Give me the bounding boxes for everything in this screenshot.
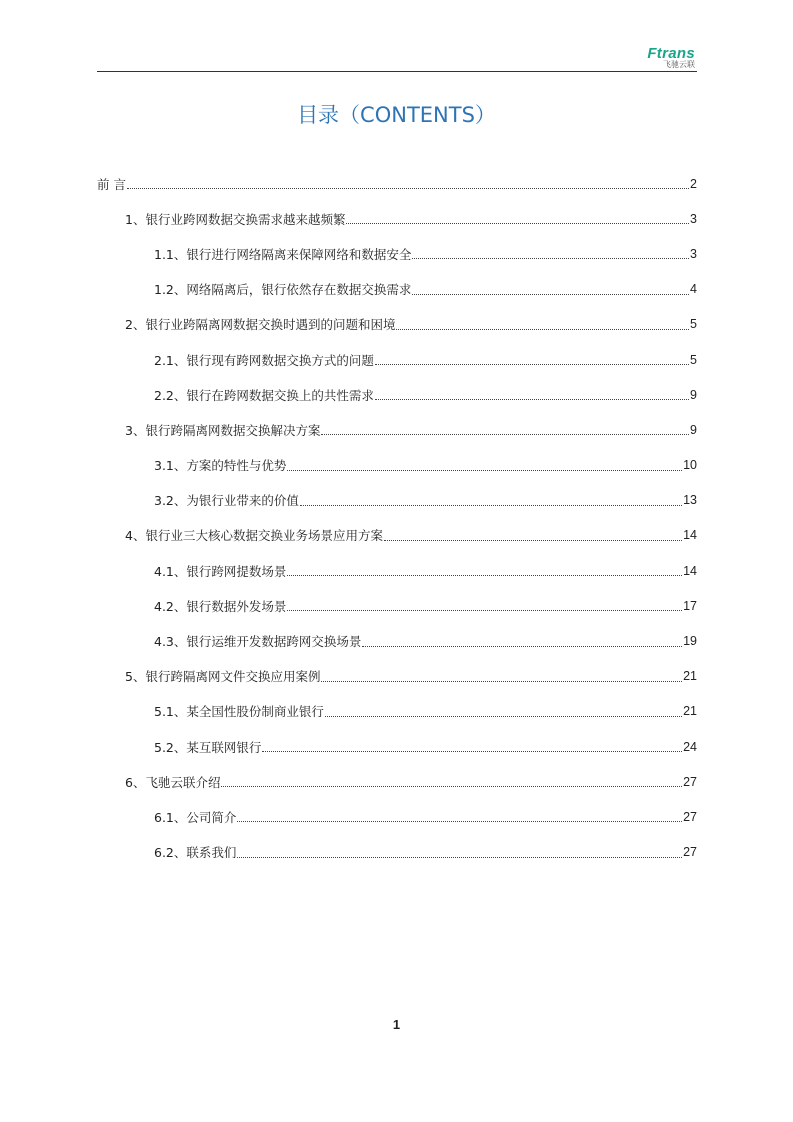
toc-entry-label: 6、飞驰云联介绍 — [125, 774, 221, 790]
toc-entry[interactable] — [97, 764, 697, 799]
table-of-contents — [97, 166, 697, 870]
toc-entry[interactable] — [97, 694, 697, 729]
toc-entry[interactable] — [97, 835, 697, 870]
toc-entry-label: 4、银行业三大核心数据交换业务场景应用方案 — [125, 528, 383, 544]
toc-entry[interactable] — [97, 166, 697, 201]
toc-entry-page: 17 — [683, 598, 697, 613]
toc-entry-label: 1、银行业跨网数据交换需求越来越频繁 — [125, 211, 346, 227]
toc-entry-page: 21 — [683, 669, 697, 684]
toc-entry-page: 27 — [683, 774, 697, 789]
toc-entry[interactable] — [97, 623, 697, 658]
toc-dot-leader — [237, 857, 682, 858]
page-title: 目录（CONTENTS） — [297, 103, 496, 127]
toc-entry[interactable] — [97, 588, 697, 623]
toc-entry-label: 4.1、银行跨网提数场景 — [154, 563, 287, 579]
toc-entry-page: 14 — [683, 528, 697, 543]
toc-entry[interactable] — [97, 201, 697, 236]
toc-entry-page: 4 — [690, 282, 697, 297]
toc-entry-page: 19 — [683, 634, 697, 649]
toc-dot-leader — [384, 540, 682, 541]
page-number: 1 — [392, 1017, 401, 1032]
ftrans-logo — [647, 46, 695, 69]
toc-entry-page: 21 — [683, 704, 697, 719]
toc-entry-label: 2、银行业跨隔离网数据交换时遇到的问题和困境 — [125, 317, 396, 333]
toc-entry-page: 13 — [683, 493, 697, 508]
toc-entry-label: 5.2、某互联网银行 — [154, 739, 262, 755]
toc-dot-leader — [375, 364, 689, 365]
toc-entry[interactable] — [97, 412, 697, 447]
toc-entry-label: 1.1、银行进行网络隔离来保障网络和数据安全 — [154, 246, 412, 262]
toc-entry[interactable] — [97, 659, 697, 694]
toc-entry-page: 24 — [683, 739, 697, 754]
toc-entry[interactable] — [97, 307, 697, 342]
toc-dot-leader — [287, 610, 682, 611]
toc-dot-leader — [287, 575, 682, 576]
toc-dot-leader — [321, 434, 689, 435]
toc-entry-label: 5.1、某全国性股份制商业银行 — [154, 704, 324, 720]
toc-entry-label: 4.2、银行数据外发场景 — [154, 598, 287, 614]
toc-dot-leader — [127, 188, 689, 189]
toc-dot-leader — [287, 470, 682, 471]
toc-entry[interactable] — [97, 377, 697, 412]
page-header — [97, 40, 697, 72]
toc-entry[interactable] — [97, 448, 697, 483]
toc-entry[interactable] — [97, 483, 697, 518]
toc-entry-page: 2 — [690, 176, 697, 191]
toc-entry-label: 6.1、公司简介 — [154, 809, 237, 825]
toc-entry-label: 6.2、联系我们 — [154, 845, 237, 861]
toc-dot-leader — [412, 294, 689, 295]
toc-entry-label: 3.2、为银行业带来的价值 — [154, 493, 299, 509]
toc-dot-leader — [221, 786, 682, 787]
toc-entry-label: 4.3、银行运维开发数据跨网交换场景 — [154, 634, 362, 650]
toc-entry-page: 10 — [683, 458, 697, 473]
toc-entry-label: 5、银行跨隔离网文件交换应用案例 — [125, 669, 321, 685]
toc-entry-label: 2.1、银行现有跨网数据交换方式的问题 — [154, 352, 374, 368]
toc-entry-page: 3 — [690, 246, 697, 261]
toc-entry-page: 9 — [690, 387, 697, 402]
toc-dot-leader — [362, 646, 682, 647]
toc-entry-page: 27 — [683, 809, 697, 824]
toc-entry-page: 3 — [690, 211, 697, 226]
toc-entry-label: 前 言 — [97, 176, 126, 192]
toc-entry[interactable] — [97, 553, 697, 588]
toc-entry[interactable] — [97, 729, 697, 764]
toc-dot-leader — [321, 681, 682, 682]
toc-entry-page: 5 — [690, 317, 697, 332]
toc-entry-label: 2.2、银行在跨网数据交换上的共性需求 — [154, 387, 374, 403]
toc-entry[interactable] — [97, 272, 697, 307]
toc-dot-leader — [412, 258, 689, 259]
toc-entry-page: 5 — [690, 352, 697, 367]
toc-dot-leader — [237, 821, 682, 822]
toc-entry[interactable] — [97, 342, 697, 377]
toc-dot-leader — [262, 751, 682, 752]
toc-entry-page: 9 — [690, 422, 697, 437]
toc-entry-page: 27 — [683, 845, 697, 860]
toc-entry[interactable] — [97, 236, 697, 271]
toc-dot-leader — [396, 329, 689, 330]
toc-entry[interactable] — [97, 799, 697, 834]
toc-dot-leader — [325, 716, 682, 717]
toc-entry-label: 3.1、方案的特性与优势 — [154, 458, 287, 474]
logo-wordmark: Ftrans — [647, 45, 695, 62]
toc-entry-label: 1.2、网络隔离后，银行依然存在数据交换需求 — [154, 282, 412, 298]
toc-entry[interactable] — [97, 518, 697, 553]
toc-entry-page: 14 — [683, 563, 697, 578]
toc-dot-leader — [300, 505, 682, 506]
toc-dot-leader — [346, 223, 689, 224]
toc-entry-label: 3、银行跨隔离网数据交换解决方案 — [125, 422, 321, 438]
logo-subtitle: 飞驰云联 — [663, 60, 695, 69]
toc-dot-leader — [375, 399, 689, 400]
